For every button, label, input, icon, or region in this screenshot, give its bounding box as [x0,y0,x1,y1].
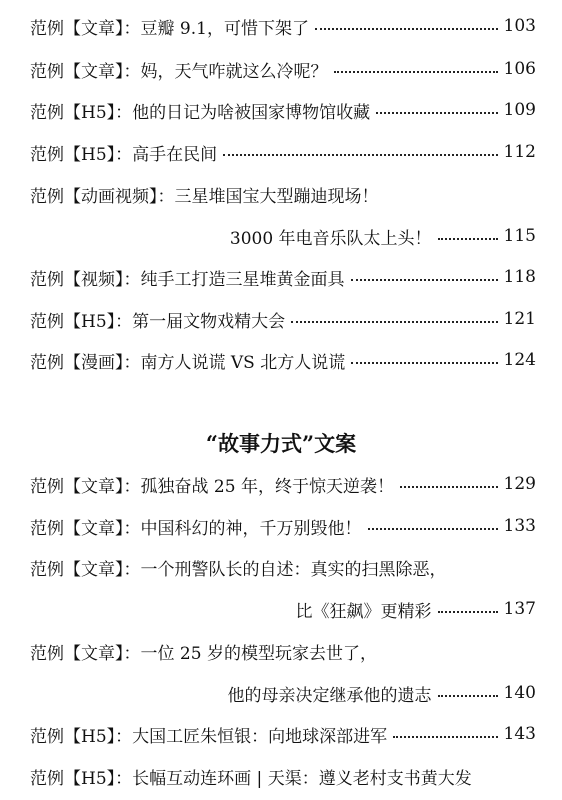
toc-entry[interactable] [30,759,536,793]
toc-entry-continuation[interactable] [296,592,536,626]
entry-page-number: 137 [503,599,536,619]
entry-title: 大国工匠朱恒银：向地球深部进军 [132,726,388,747]
entry-title: 一个刑警队长的自述：真实的扫黑除恶， [140,559,447,580]
entry-title-continuation: 3000 年电音乐队太上头！ [229,228,432,249]
dot-leader [438,695,498,697]
entry-page-number: 143 [503,724,536,744]
entry-prefix: 范例【H5】： [30,726,133,747]
entry-prefix: 范例【文章】： [30,643,141,664]
entry-page-number: 103 [503,16,536,36]
toc-entry[interactable] [30,135,536,169]
dot-leader [223,154,497,156]
dot-leader [315,28,498,30]
dot-leader [368,528,498,530]
dot-leader [376,112,497,114]
entry-prefix: 范例【文章】： [30,18,141,39]
entry-title: 中国科幻的神，千万别毁他！ [140,518,362,539]
toc-entry-continuation[interactable] [230,219,536,253]
toc-entry[interactable] [30,509,536,543]
entry-page-number: 121 [503,309,536,329]
toc-entry[interactable] [30,302,536,336]
entry-page-number: 133 [503,516,536,536]
entry-prefix: 范例【H5】： [30,311,133,332]
entry-prefix: 范例【文章】： [30,476,141,497]
toc-entry[interactable] [30,52,536,86]
entry-page-number: 115 [503,226,536,246]
dot-leader [438,238,498,240]
entry-page-number: 109 [503,100,536,120]
dot-leader [438,611,498,613]
entry-prefix: 范例【H5】： [30,768,133,789]
toc-entry[interactable] [30,9,536,43]
entry-prefix: 范例【文章】： [30,518,141,539]
dot-leader [393,736,497,738]
dot-leader [400,486,498,488]
entry-title: 豆瓣 9.1，可惜下架了 [140,18,309,39]
entry-title: 纯手工打造三星堆黄金面具 [140,269,345,290]
entry-prefix: 范例【漫画】： [30,352,141,373]
toc-entry[interactable] [30,177,536,211]
entry-prefix: 范例【H5】： [30,102,133,123]
dot-leader [351,279,498,281]
entry-title: 三星堆国宝大型蹦迪现场！ [174,186,379,207]
entry-title-continuation: 他的母亲决定继承他的遗志 [227,685,432,706]
entry-title: 第一届文物戏精大会 [132,311,286,332]
entry-page-number: 112 [503,142,536,162]
dot-leader [334,71,498,73]
toc-entry[interactable] [30,634,536,668]
entry-prefix: 范例【H5】： [30,144,133,165]
section-heading: “故事力式”文案 [205,431,357,456]
entry-title: 妈，天气咋就这么冷呢？ [140,61,328,82]
dot-leader [351,362,497,364]
toc-entry[interactable] [30,343,536,377]
entry-title: 一位 25 岁的模型玩家去世了， [140,643,377,664]
entry-page-number: 106 [503,59,536,79]
entry-title: 他的日记为啥被国家博物馆收藏 [132,102,371,123]
toc-entry[interactable] [30,260,536,294]
entry-page-number: 129 [503,474,536,494]
toc-entry[interactable] [30,93,536,127]
entry-page-number: 140 [503,683,536,703]
entry-prefix: 范例【视频】： [30,269,141,290]
entry-page-number: 118 [503,267,536,287]
entry-page-number: 124 [503,350,536,370]
entry-prefix: 范例【动画视频】： [30,186,175,207]
entry-title: 南方人说谎 VS 北方人说谎 [140,352,346,373]
entry-title-continuation: 比《狂飙》更精彩 [295,601,432,622]
toc-entry[interactable] [30,550,536,584]
entry-prefix: 范例【文章】： [30,559,141,580]
toc-entry[interactable] [30,717,536,751]
toc-entry-continuation[interactable] [228,676,536,710]
entry-title: 孤独奋战 25 年，终于惊天逆袭！ [140,476,394,497]
entry-title: 长幅互动连环画 | 天渠：遵义老村支书黄大发 [132,768,472,789]
toc-entry[interactable] [30,467,536,501]
dot-leader [291,321,497,323]
entry-title: 高手在民间 [132,144,218,165]
entry-prefix: 范例【文章】： [30,61,141,82]
